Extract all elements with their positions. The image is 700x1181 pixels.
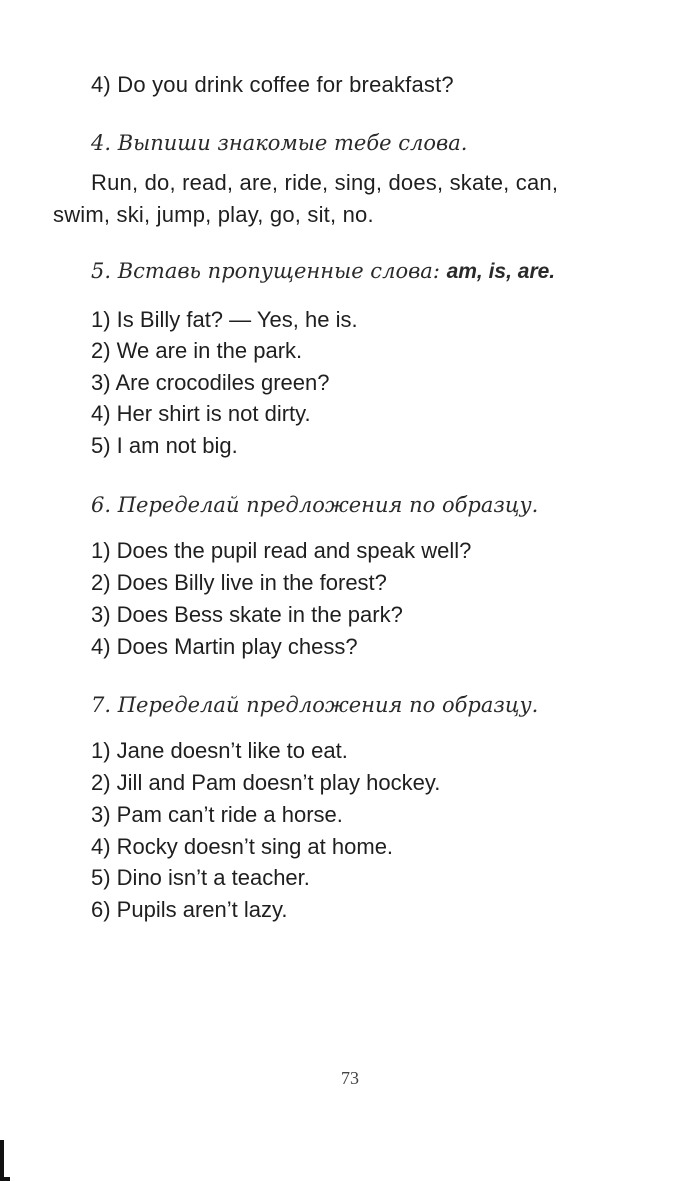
exercise-6-item: 1) Does the pupil read and speak well? — [91, 538, 472, 563]
exercise-7-item: 4) Rocky doesn’t sing at home. — [91, 834, 394, 859]
exercise-5-heading-words: am, is, are. — [446, 260, 556, 283]
corner-crop-mark — [0, 1140, 10, 1181]
exercise-5-heading — [91, 256, 555, 287]
exercise-5-item: 5) I am not big. — [91, 433, 238, 458]
exercise-5-heading-text: 5. Вставь пропущенные слова: — [91, 259, 447, 283]
exercise-6-item: 4) Does Martin play chess? — [91, 634, 358, 659]
exercise-6-item: 2) Does Billy live in the forest? — [91, 570, 387, 595]
exercise-4-heading: 4. Выпиши знакомые тебе слова. — [91, 131, 468, 155]
exercise-6-item: 3) Does Bess skate in the park? — [91, 602, 403, 627]
exercise-7-item: 6) Pupils aren’t lazy. — [91, 897, 288, 922]
exercise-7-item: 3) Pam can’t ride a horse. — [91, 802, 343, 827]
exercise-6-heading: 6. Переделай предложения по образцу. — [91, 493, 539, 517]
exercise-3-item-4: 4) Do you drink coffee for breakfast? — [91, 72, 454, 97]
page-number: 73 — [341, 1068, 359, 1088]
exercise-7-heading: 7. Переделай предложения по образцу. — [91, 693, 539, 717]
exercise-5-item: 3) Are crocodiles green? — [91, 370, 330, 395]
exercise-7-item: 5) Dino isn’t a teacher. — [91, 865, 310, 890]
exercise-5-item: 1) Is Billy fat? — Yes, he is. — [91, 307, 358, 332]
exercise-7-item: 1) Jane doesn’t like to eat. — [91, 738, 348, 763]
exercise-4-words-line-2: swim, ski, jump, play, go, sit, no. — [53, 202, 374, 227]
exercise-4-words-line-1: Run, do, read, are, ride, sing, does, skate, can, — [91, 170, 559, 195]
exercise-5-item: 2) We are in the park. — [91, 338, 303, 363]
exercise-7-item: 2) Jill and Pam doesn’t play hockey. — [91, 770, 441, 795]
exercise-5-item: 4) Her shirt is not dirty. — [91, 401, 311, 426]
